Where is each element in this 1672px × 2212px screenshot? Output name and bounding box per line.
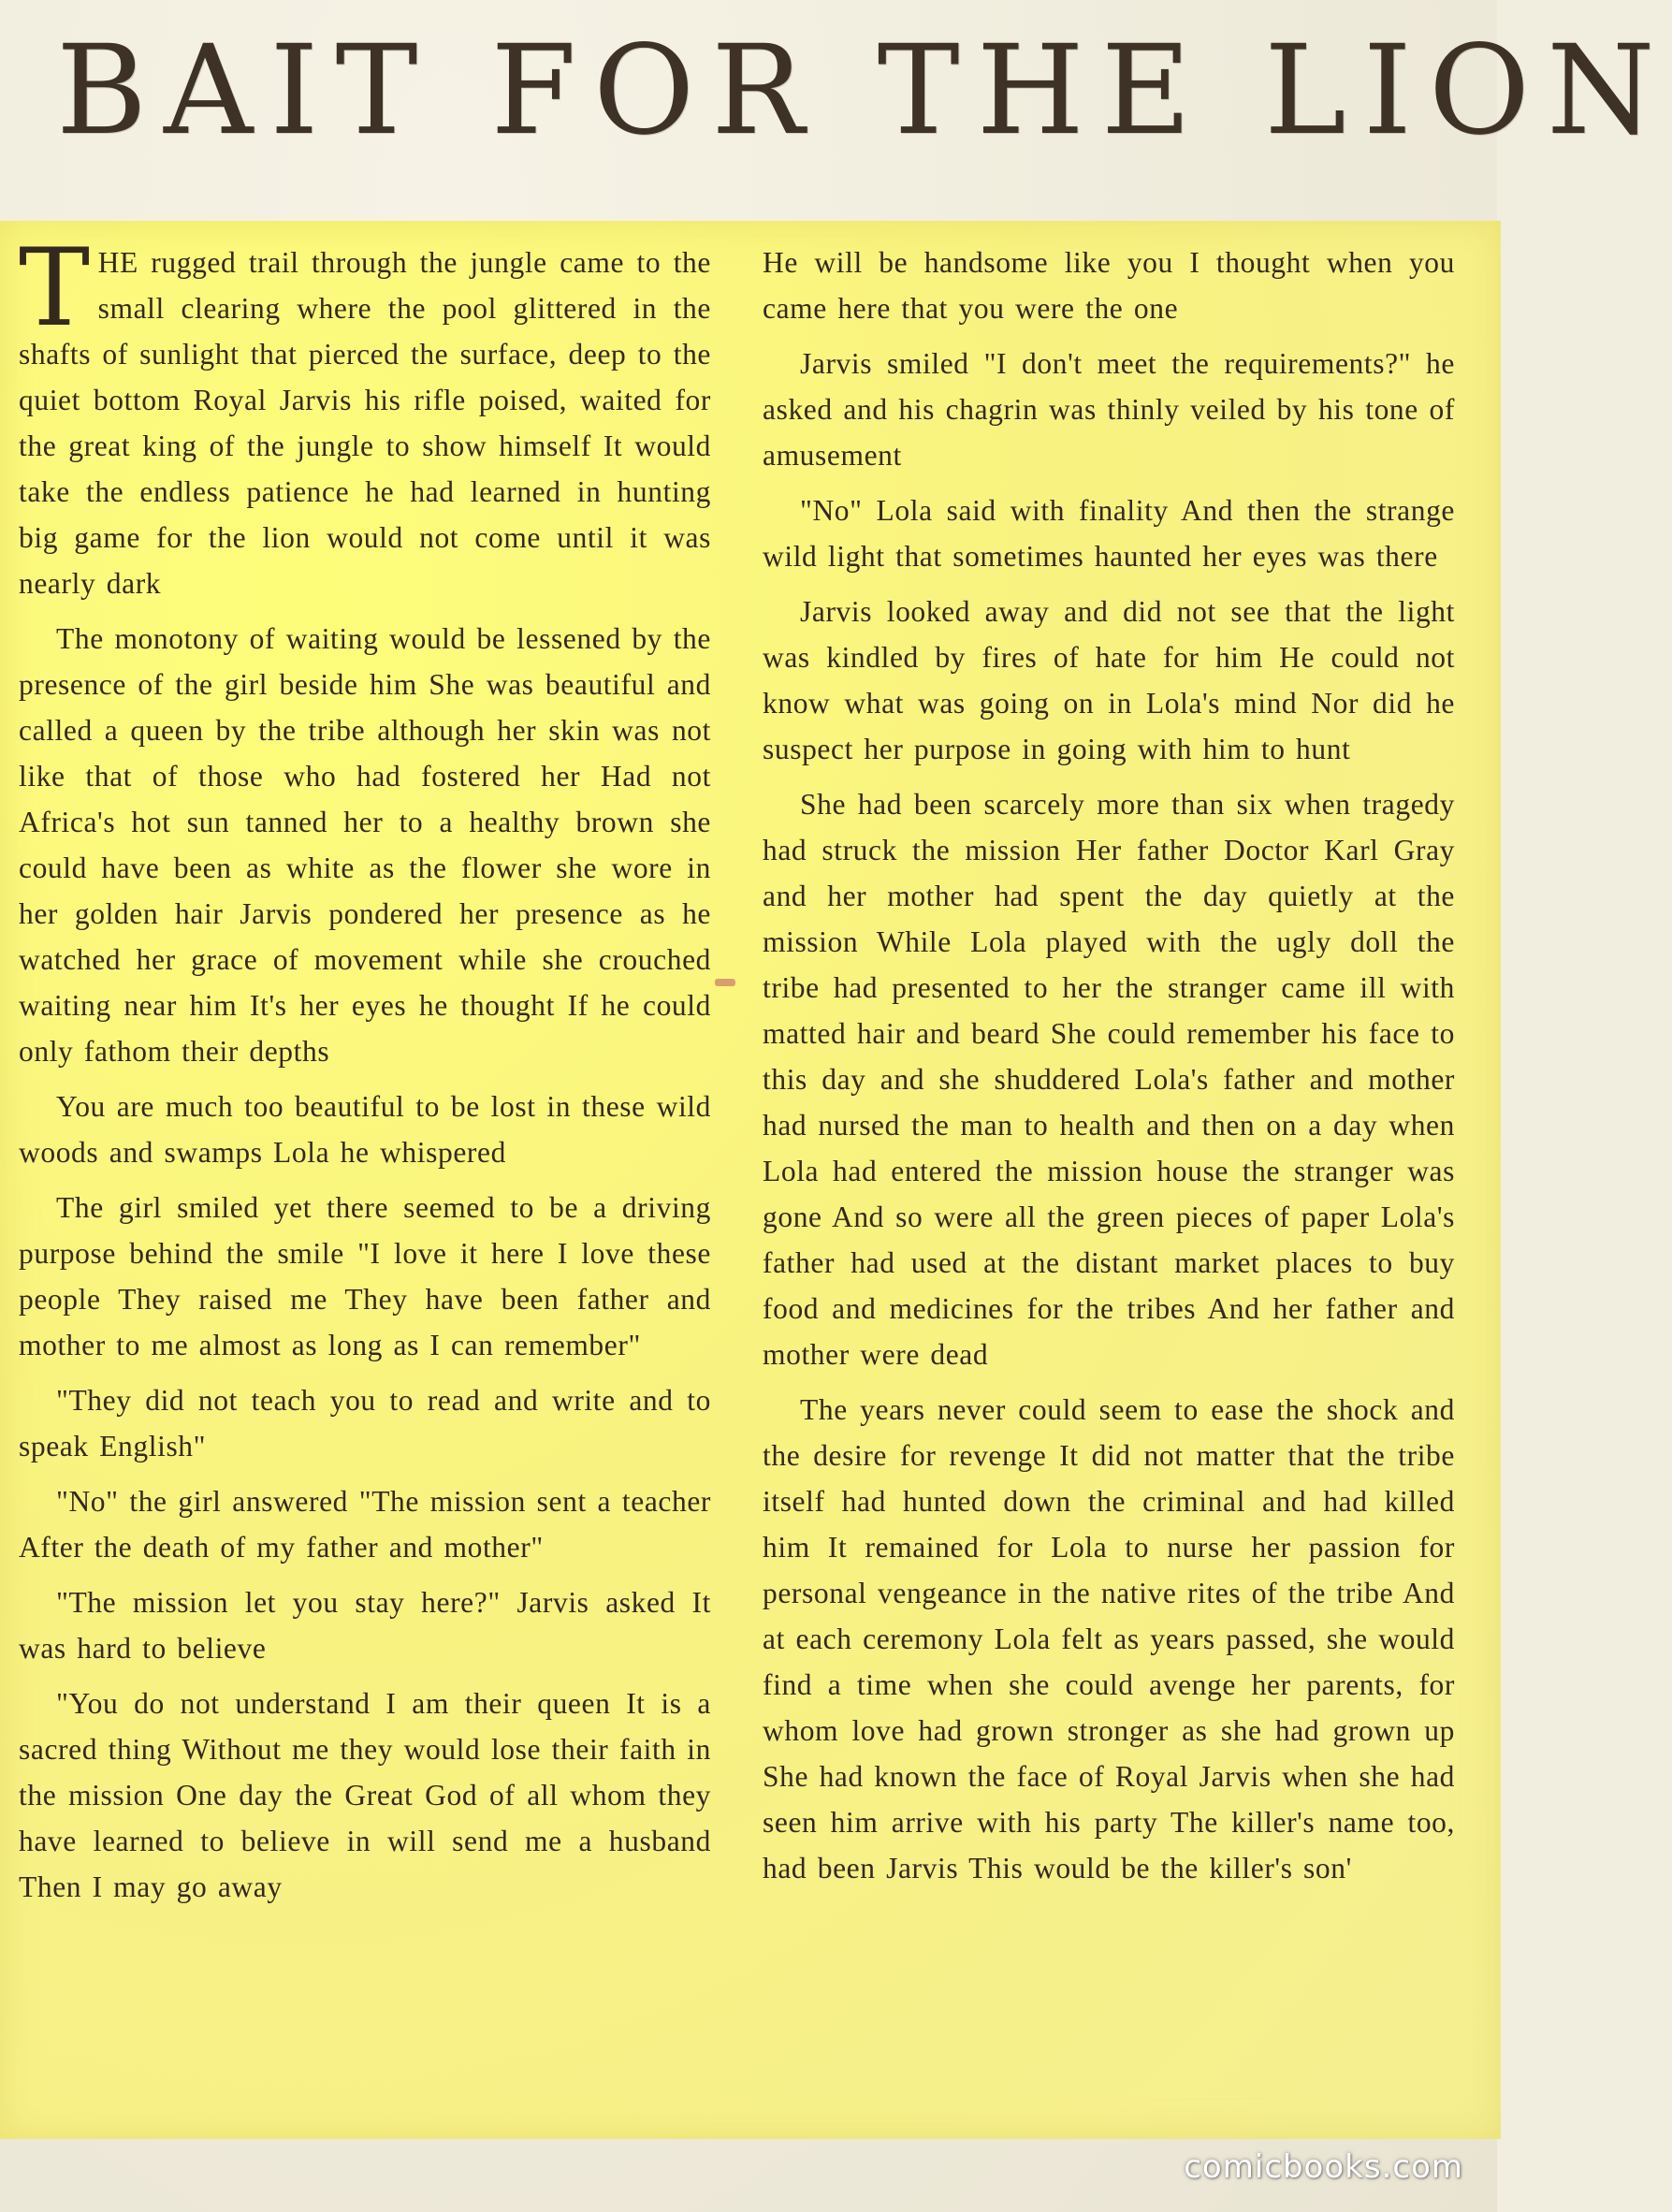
left-paragraph-4: "They did not teach you to read and write and to speak English" xyxy=(19,1384,711,1463)
left-paragraph-7: "You do not understand I am their queen It is a sacred thing Without me they would lose their faith in the mission One day the Great God of all whom they have learned to believe in will send me a husband Then I may go away xyxy=(19,1687,711,1903)
right-paragraph-2: "No" Lola said with finality And then the strange wild light that sometimes haunted her eyes was there xyxy=(763,494,1455,573)
left-paragraph-3: The girl smiled yet there seemed to be a driving purpose behind the smile "I love it here I love these people They raised me They have been father and mother to me almost as long as I can remember" xyxy=(19,1191,711,1361)
watermark-text: comicbooks.com xyxy=(1184,2148,1463,2186)
drop-cap: T xyxy=(19,226,91,350)
opening-paragraph-text: HE rugged trail through the jungle came to the small clearing where the pool glittered in the shafts of sunlight that pierced the surface, deep to the quiet bottom Royal Jarvis his rifle poised, waited for the great king of the jungle to show himself It would take the endless patience he had learned in hunting big game for the lion would not come until it was nearly dark xyxy=(19,246,711,600)
print-speck xyxy=(715,979,735,986)
right-paragraph-4: She had been scarcely more than six when tragedy had struck the mission Her father Doctor Karl Gray and her mother had spent the day quietly at the mission While Lola played with the ugly doll the tribe had presented to her the stranger came ill with matted hair and beard She could remember his face to this day and she shuddered Lola's father and mother had nursed the man to health and then on a day when Lola had entered the mission house the stranger was gone And so were all the green pieces of paper Lola's father had used at the distant market places to buy food and medicines for the tribes And her father and mother were dead xyxy=(763,788,1455,1371)
opening-paragraph xyxy=(19,226,711,606)
left-paragraph-2: You are much too beautiful to be lost in these wild woods and swamps Lola he whispered xyxy=(19,1090,711,1169)
left-paragraph-1: The monotony of waiting would be lessened by the presence of the girl beside him She was beautiful and called a queen by the tribe although her skin was not like that of those who had fostered her Had not Africa's hot sun tanned her to a healthy brown she could have been as white as the flower she wore in her golden hair Jarvis pondered her presence as he watched her grace of movement while she crouched waiting near him It's her eyes he thought If he could only fathom their depths xyxy=(19,622,711,1068)
right-continuation: He will be handsome like you I thought when you came here that you were the one xyxy=(763,246,1455,325)
right-column xyxy=(763,240,1455,1900)
left-column xyxy=(19,226,711,1919)
right-paragraph-1: Jarvis smiled "I don't meet the requirements?" he asked and his chagrin was thinly veiled by his tone of amusement xyxy=(763,347,1455,472)
left-paragraph-5: "No" the girl answered "The mission sent a teacher After the death of my father and mother" xyxy=(19,1485,711,1564)
right-paragraph-5: The years never could seem to ease the shock and the desire for revenge It did not matter that the tribe itself had hunted down the criminal and had killed him It remained for Lola to nurse her passion for personal vengeance in the native rites of the tribe And at each ceremony Lola felt as years passed, she would find a time when she could avenge her parents, for whom love had grown stronger as she had grown up She had known the face of Royal Jarvis when she had seen him arrive with his party The killer's name too, had been Jarvis This would be the killer's son' xyxy=(763,1393,1455,1885)
right-paragraph-3: Jarvis looked away and did not see that the light was kindled by fires of hate for him He could not know what was going on in Lola's mind Nor did he suspect her purpose in going with him to hunt xyxy=(763,595,1455,765)
left-paragraph-6: "The mission let you stay here?" Jarvis asked It was hard to believe xyxy=(19,1586,711,1665)
story-title: BAIT FOR THE LION xyxy=(56,19,1672,163)
